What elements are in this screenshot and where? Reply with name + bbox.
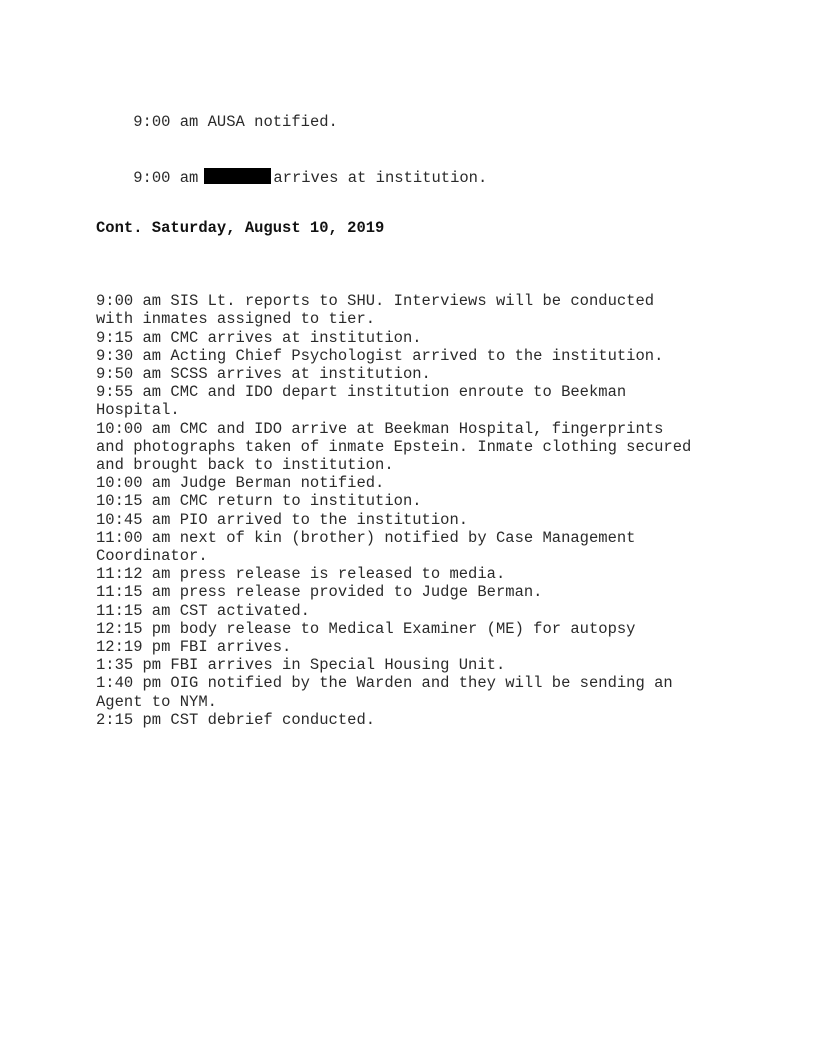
timeline-entry: 11:00 am next of kin (brother) notified by Case Management Coordinator.	[96, 528, 636, 566]
timeline-entry: 11:15 am CST activated.	[96, 601, 310, 620]
timeline-entry: 12:15 pm body release to Medical Examiner (ME) for autopsy	[96, 619, 636, 638]
timeline-entry: 10:45 am PIO arrived to the institution.	[96, 510, 469, 529]
timeline-entry: 10:00 am CMC and IDO arrive at Beekman Hospital, fingerprints and photographs taken of inmate Epstein. Inmate clothing secured and brought back to institution.	[96, 419, 692, 475]
timeline-entry: 10:00 am Judge Berman notified.	[96, 474, 385, 493]
entry-text: 9:00 am AUSA notified.	[133, 113, 338, 132]
document-page	[96, 95, 736, 729]
timeline-entry: 2:15 pm CST debrief conducted.	[96, 710, 376, 729]
timeline-entry: 1:40 pm OIG notified by the Warden and they will be sending an Agent to NYM.	[96, 674, 673, 711]
timeline-entry: 9:00 am SIS Lt. reports to SHU. Interviews will be conducted with inmates assigned to tier.	[96, 292, 655, 329]
timeline-entry: 9:30 am Acting Chief Psychologist arrived to the institution.	[96, 346, 664, 365]
timeline-entry: 1:35 pm FBI arrives in Special Housing Unit.	[96, 656, 506, 675]
timeline-list	[96, 292, 736, 729]
timeline-entry: 9:50 am SCSS arrives at institution.	[96, 365, 431, 384]
entry-text: arrives at institution.	[273, 168, 488, 187]
timeline-entry: 12:19 pm FBI arrives.	[96, 638, 292, 657]
timeline-entry: 10:15 am CMC return to institution.	[96, 492, 422, 511]
redaction-block	[204, 168, 271, 184]
timeline-entry: 11:12 am press release is released to media.	[96, 565, 506, 584]
section-heading: Cont. Saturday, August 10, 2019	[96, 219, 385, 238]
entry-redacted-arrival	[96, 150, 736, 206]
timeline-entry: 11:15 am press release provided to Judge Berman.	[96, 583, 543, 602]
entry-ausa-notified	[96, 95, 736, 150]
timeline-entry: 9:55 am CMC and IDO depart institution enroute to Beekman Hospital.	[96, 383, 627, 420]
entry-time: 9:00 am	[133, 168, 199, 187]
timeline-entry: 9:15 am CMC arrives at institution.	[96, 328, 422, 347]
